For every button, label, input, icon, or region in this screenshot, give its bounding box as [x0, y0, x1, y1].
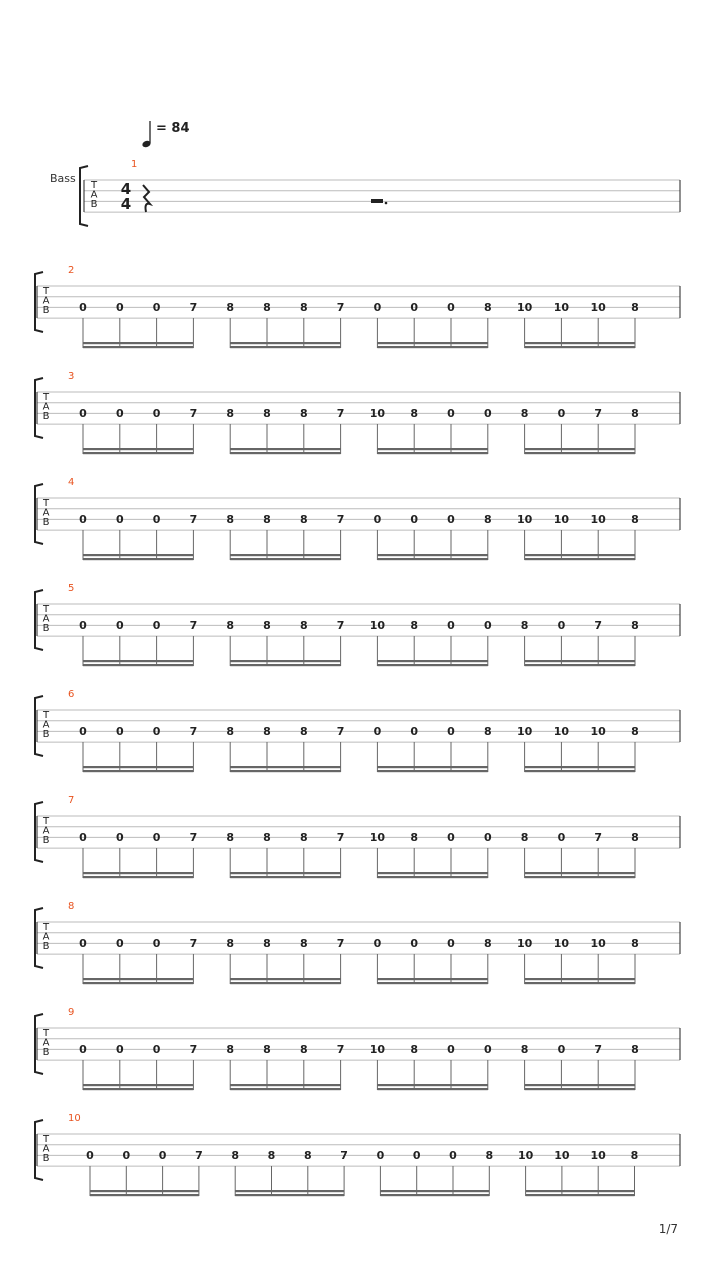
beam: [377, 664, 487, 666]
staff-system: [35, 1007, 680, 1090]
tab-clef-letter: A: [90, 189, 98, 201]
beam: [230, 448, 340, 450]
tab-clef-letter: B: [42, 517, 50, 528]
tab-clef-letter: B: [42, 623, 50, 634]
fret-number: 0: [447, 1043, 455, 1056]
fret-number: 8: [226, 937, 235, 950]
staff-system: [35, 1113, 680, 1196]
staff-system: [35, 265, 680, 348]
beam: [377, 660, 487, 662]
tab-clef-letter: T: [42, 286, 50, 297]
fret-number: 8: [631, 407, 639, 420]
beam: [83, 660, 193, 662]
staff-system: [35, 583, 680, 666]
fret-number: 10: [369, 1043, 386, 1056]
fret-number: 10: [553, 513, 570, 526]
beam: [377, 452, 487, 454]
fret-number: 0: [557, 407, 566, 420]
fret-number: 7: [189, 513, 198, 526]
fret-number: 8: [299, 725, 308, 738]
fret-number: 0: [447, 937, 455, 950]
fret-number: 0: [483, 1043, 492, 1056]
time-signature-top: 4: [120, 180, 132, 198]
fret-number: 8: [631, 725, 639, 738]
beam: [525, 1084, 635, 1086]
fret-number: 0: [376, 1149, 385, 1162]
beam: [230, 452, 340, 454]
measure-number: 6: [68, 689, 75, 700]
fret-number: 0: [410, 937, 419, 950]
fret-number: 8: [299, 937, 308, 950]
beam: [235, 1194, 344, 1196]
time-signature-bottom: 4: [120, 195, 132, 213]
fret-number: 8: [263, 725, 271, 738]
fret-number: 8: [631, 831, 639, 844]
beam: [526, 1190, 635, 1192]
fret-number: 0: [152, 937, 161, 950]
measure-number: 8: [68, 901, 75, 912]
tab-clef-letter: A: [42, 1037, 50, 1049]
fret-number: 8: [299, 831, 308, 844]
tab-clef-letter: B: [42, 411, 50, 422]
measure-number: 3: [68, 371, 75, 382]
beam: [83, 1088, 193, 1090]
fret-number: 10: [590, 937, 606, 950]
beam: [230, 770, 340, 772]
fret-number: 10: [553, 937, 570, 950]
fret-number: 0: [373, 513, 382, 526]
tab-clef-letter: A: [42, 1143, 50, 1155]
fret-number: 8: [520, 1043, 529, 1056]
quarter-rest-icon: [143, 185, 150, 212]
fret-number: 10: [369, 619, 386, 632]
fret-number: 10: [590, 725, 606, 738]
fret-number: 0: [447, 619, 455, 632]
fret-number: 8: [226, 725, 235, 738]
beam: [525, 346, 635, 348]
tab-clef-letter: A: [42, 295, 50, 307]
fret-number: 8: [410, 1043, 419, 1056]
fret-number: 7: [189, 619, 198, 632]
fret-number: 7: [336, 407, 345, 420]
beam: [83, 554, 193, 556]
fret-number: 10: [590, 301, 606, 314]
fret-number: 10: [369, 407, 386, 420]
beam: [230, 1088, 340, 1090]
beam: [525, 876, 635, 878]
fret-number: 8: [303, 1149, 312, 1162]
fret-number: 8: [226, 1043, 235, 1056]
fret-number: 0: [410, 513, 419, 526]
tab-clef-letter: T: [90, 180, 98, 191]
fret-number: 8: [263, 513, 271, 526]
tab-clef-letter: T: [42, 1028, 50, 1039]
tab-clef-letter: T: [42, 922, 50, 933]
measure-number: 2: [68, 265, 75, 276]
fret-number: 10: [369, 831, 386, 844]
beam: [90, 1190, 199, 1192]
beam: [83, 346, 193, 348]
tab-clef-letter: A: [42, 613, 50, 625]
fret-number: 8: [226, 407, 235, 420]
fret-number: 0: [79, 725, 87, 738]
beam: [83, 770, 193, 772]
fret-number: 8: [263, 407, 271, 420]
beam: [377, 448, 487, 450]
fret-number: 0: [158, 1149, 167, 1162]
staff-system: [35, 477, 680, 560]
staff-system: [35, 901, 680, 984]
fret-number: 0: [449, 1149, 457, 1162]
fret-number: 10: [517, 1149, 534, 1162]
fret-number: 0: [122, 1149, 131, 1162]
beam: [525, 766, 635, 768]
fret-number: 0: [373, 301, 382, 314]
fret-number: 10: [590, 513, 606, 526]
fret-number: 10: [516, 725, 533, 738]
fret-number: 0: [79, 407, 87, 420]
fret-number: 7: [189, 937, 198, 950]
fret-number: 0: [483, 407, 492, 420]
fret-number: 0: [412, 1149, 421, 1162]
fret-number: 0: [410, 301, 419, 314]
beam: [377, 342, 487, 344]
fret-number: 7: [189, 725, 198, 738]
beam: [83, 872, 193, 874]
beam: [525, 872, 635, 874]
beam: [230, 982, 340, 984]
beam: [377, 978, 487, 980]
beam: [83, 982, 193, 984]
fret-number: 0: [557, 1043, 566, 1056]
fret-number: 8: [410, 619, 419, 632]
fret-number: 7: [336, 1043, 345, 1056]
beam: [377, 1088, 487, 1090]
tab-clef-letter: B: [90, 199, 98, 210]
beam: [230, 660, 340, 662]
fret-number: 7: [336, 937, 345, 950]
fret-number: 8: [299, 301, 308, 314]
fret-number: 7: [336, 301, 345, 314]
dot-icon: [385, 202, 388, 205]
tab-clef-letter: B: [42, 729, 50, 740]
fret-number: 8: [226, 513, 235, 526]
beam: [525, 554, 635, 556]
fret-number: 8: [410, 407, 419, 420]
fret-number: 8: [485, 1149, 494, 1162]
beam: [230, 342, 340, 344]
beam: [83, 448, 193, 450]
beam: [235, 1190, 344, 1192]
fret-number: 10: [554, 1149, 570, 1162]
beam: [83, 876, 193, 878]
beam: [230, 872, 340, 874]
instrument-label: Bass: [50, 172, 76, 185]
tab-clef-letter: B: [42, 305, 50, 316]
beam: [230, 1084, 340, 1086]
beam: [377, 872, 487, 874]
tab-clef-letter: T: [42, 710, 50, 721]
beam: [230, 558, 340, 560]
fret-number: 8: [299, 407, 308, 420]
fret-number: 8: [410, 831, 419, 844]
beam: [83, 558, 193, 560]
fret-number: 8: [520, 619, 529, 632]
beam: [83, 452, 193, 454]
fret-number: 10: [590, 1149, 606, 1162]
fret-number: 0: [115, 407, 124, 420]
fret-number: 0: [447, 301, 455, 314]
fret-number: 8: [263, 937, 271, 950]
beam: [230, 664, 340, 666]
beam: [525, 978, 635, 980]
fret-number: 7: [594, 1043, 603, 1056]
fret-number: 0: [115, 301, 124, 314]
fret-number: 0: [152, 831, 161, 844]
staff-system: [80, 159, 680, 226]
beam: [525, 982, 635, 984]
fret-number: 0: [115, 619, 124, 632]
fret-number: 10: [553, 725, 570, 738]
tab-clef-letter: B: [42, 835, 50, 846]
tab-clef-letter: B: [42, 941, 50, 952]
fret-number: 0: [115, 937, 124, 950]
fret-number: 8: [267, 1149, 276, 1162]
beam: [377, 554, 487, 556]
fret-number: 0: [115, 513, 124, 526]
fret-number: 8: [631, 301, 639, 314]
fret-number: 8: [631, 513, 639, 526]
beam: [380, 1190, 489, 1192]
fret-number: 10: [516, 301, 533, 314]
fret-number: 8: [483, 725, 492, 738]
measure-number: 10: [68, 1113, 81, 1124]
beam: [230, 978, 340, 980]
measure-number: 9: [68, 1007, 75, 1018]
fret-number: 0: [115, 831, 124, 844]
beam: [525, 664, 635, 666]
fret-number: 0: [152, 725, 161, 738]
tab-clef-letter: A: [42, 931, 50, 943]
beam: [377, 558, 487, 560]
fret-number: 7: [336, 831, 345, 844]
fret-number: 0: [152, 513, 161, 526]
fret-number: 8: [226, 619, 235, 632]
tab-clef-letter: A: [42, 719, 50, 731]
fret-number: 0: [152, 1043, 161, 1056]
fret-number: 8: [483, 513, 492, 526]
fret-number: 0: [152, 407, 161, 420]
tab-clef-letter: B: [42, 1153, 50, 1164]
fret-number: 8: [520, 407, 529, 420]
beam: [83, 978, 193, 980]
fret-number: 0: [79, 831, 87, 844]
beam: [525, 448, 635, 450]
beam: [525, 342, 635, 344]
fret-number: 8: [631, 619, 639, 632]
beam: [377, 766, 487, 768]
fret-number: 0: [483, 831, 492, 844]
beam: [230, 876, 340, 878]
beam: [377, 1084, 487, 1086]
fret-number: 8: [263, 831, 271, 844]
beam: [525, 660, 635, 662]
fret-number: 0: [373, 937, 382, 950]
beam: [525, 770, 635, 772]
beam: [83, 766, 193, 768]
tab-clef-letter: T: [42, 392, 50, 403]
fret-number: 0: [79, 1043, 87, 1056]
fret-number: 0: [447, 407, 455, 420]
beam: [525, 1088, 635, 1090]
fret-number: 0: [447, 831, 455, 844]
page-number: 1/7: [658, 1222, 678, 1236]
fret-number: 7: [189, 831, 198, 844]
beam: [525, 452, 635, 454]
beam: [380, 1194, 489, 1196]
fret-number: 0: [115, 725, 124, 738]
measure-number: 4: [68, 477, 75, 488]
fret-number: 8: [299, 619, 308, 632]
beam: [83, 664, 193, 666]
fret-number: 10: [553, 301, 570, 314]
fret-number: 0: [79, 937, 87, 950]
tab-clef-letter: T: [42, 498, 50, 509]
fret-number: 0: [447, 513, 455, 526]
staff-system: [35, 689, 680, 772]
tempo-value: = 84: [156, 121, 190, 136]
fret-number: 0: [152, 301, 161, 314]
fret-number: 8: [263, 301, 271, 314]
fret-number: 8: [631, 1043, 639, 1056]
beam: [377, 346, 487, 348]
fret-number: 0: [373, 725, 382, 738]
tab-clef-letter: A: [42, 825, 50, 837]
fret-number: 7: [336, 619, 345, 632]
fret-number: 8: [263, 619, 271, 632]
beam: [526, 1194, 635, 1196]
measure-number: 1: [131, 159, 138, 170]
fret-number: 8: [231, 1149, 240, 1162]
fret-number: 7: [195, 1149, 203, 1162]
tab-clef-letter: T: [42, 1134, 50, 1145]
beam: [90, 1194, 199, 1196]
fret-number: 0: [79, 619, 87, 632]
fret-number: 7: [189, 1043, 198, 1056]
fret-number: 8: [483, 937, 492, 950]
measure-number: 7: [68, 795, 75, 806]
tab-clef-letter: T: [42, 816, 50, 827]
beam: [377, 982, 487, 984]
fret-number: 0: [115, 1043, 124, 1056]
fret-number: 8: [263, 1043, 271, 1056]
fret-number: 7: [340, 1149, 348, 1162]
fret-number: 8: [226, 301, 235, 314]
fret-number: 7: [594, 407, 603, 420]
fret-number: 8: [631, 937, 639, 950]
fret-number: 8: [226, 831, 235, 844]
tab-clef-letter: B: [42, 1047, 50, 1058]
beam: [83, 342, 193, 344]
fret-number: 7: [336, 725, 345, 738]
beam: [83, 1084, 193, 1086]
fret-number: 0: [79, 513, 87, 526]
fret-number: 0: [557, 831, 566, 844]
fret-number: 8: [299, 513, 308, 526]
fret-number: 7: [189, 407, 198, 420]
fret-number: 8: [520, 831, 529, 844]
beam: [230, 346, 340, 348]
fret-number: 0: [152, 619, 161, 632]
fret-number: 0: [79, 301, 87, 314]
staff-system: [35, 795, 680, 878]
fret-number: 8: [299, 1043, 308, 1056]
beam: [525, 558, 635, 560]
tab-clef-letter: A: [42, 401, 50, 413]
beam: [230, 554, 340, 556]
fret-number: 7: [336, 513, 345, 526]
fret-number: 7: [594, 831, 603, 844]
fret-number: 10: [516, 513, 533, 526]
tab-clef-letter: A: [42, 507, 50, 519]
fret-number: 0: [483, 619, 492, 632]
fret-number: 0: [557, 619, 566, 632]
fret-number: 10: [516, 937, 533, 950]
beam: [377, 770, 487, 772]
beam: [230, 766, 340, 768]
measure-number: 5: [68, 583, 75, 594]
fret-number: 8: [483, 301, 492, 314]
fret-number: 0: [86, 1149, 94, 1162]
fret-number: 0: [410, 725, 419, 738]
tab-clef-letter: T: [42, 604, 50, 615]
staff-system: [35, 371, 680, 454]
fret-number: 8: [630, 1149, 639, 1162]
fret-number: 7: [594, 619, 603, 632]
fret-number: 0: [447, 725, 455, 738]
beam: [377, 876, 487, 878]
half-rest-icon: [371, 199, 383, 203]
fret-number: 7: [189, 301, 198, 314]
